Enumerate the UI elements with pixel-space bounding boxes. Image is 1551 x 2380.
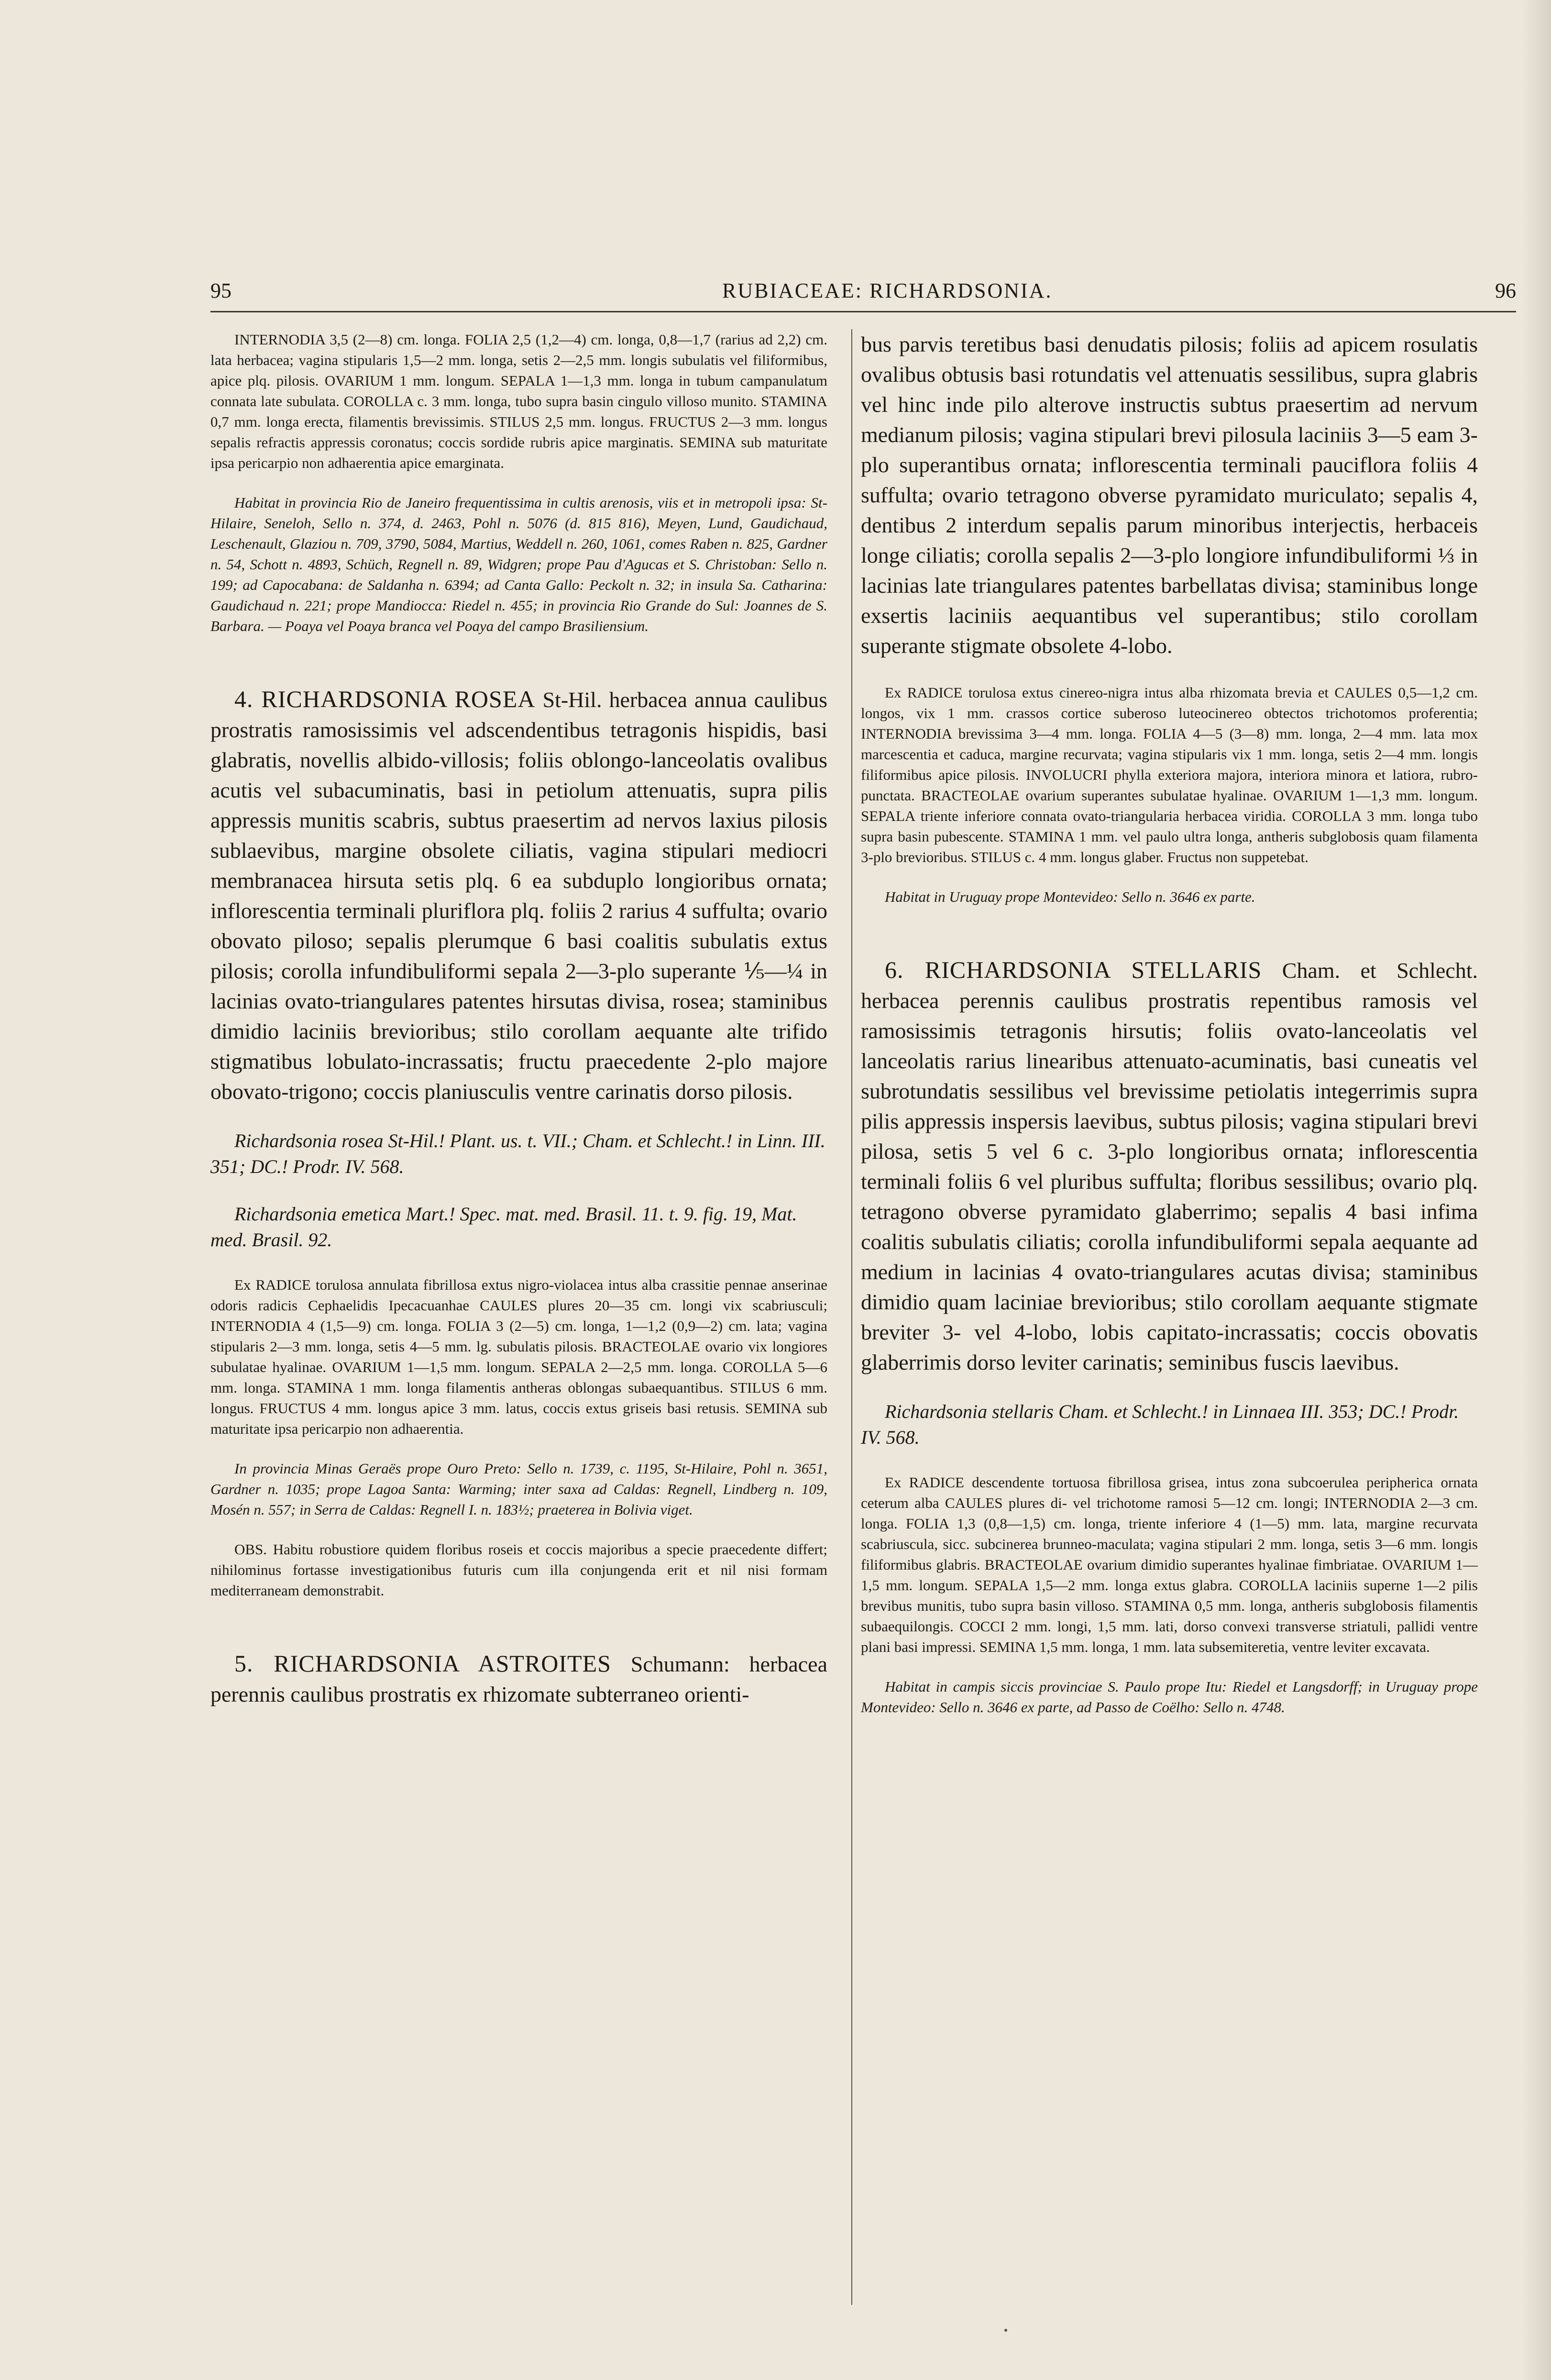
species-6-habitat: Habitat in campis siccis provinciae S. Paulo prope Itu: Riedel et Langsdorff; in Uruguay prope Montevideo: Sello n. 3646 ex parte, ad Passo de Coëlho: Sello n. 4748. xyxy=(861,1678,1478,1716)
page-number-right: 96 xyxy=(1495,279,1516,302)
paper-speck xyxy=(1004,2329,1007,2332)
species-5-habitat: Habitat in Uruguay prope Montevideo: Sello n. 3646 ex parte. xyxy=(885,888,1255,905)
species-5-title: 5. RICHARDSONIA ASTROITES xyxy=(234,1650,611,1677)
species-6-text: herbacea perennis caulibus prostratis repentibus ramosis vel ramosissimis tetragonis hirsutis; foliis ovato-lanceolatis vel lanceolatis rarius linearibus attenuato-acuminatis, basi cuneatis vel subrotundatis sessilibus vel brevissime petiolatis integerrimis supra pilis appressis inspersis laevibus, subtus pilosis; vagina stipulari brevi pilosa, setis 5 vel 6 c. 3-plo longioribus ornata; inflorescentia terminali foliis 6 vel pluribus suffulta; floribus sessilibus; ovario plq. tetragono obverse pyramidato glaberrimo; sepalis 4 basi infima coalitis subulatis ciliatis; corolla infundibuliformi sepala aequante ad medium in lacinias 4 ovato-triangulares acutas divisa; staminibus dimidio quam laciniae brevioribus; stilo corollam aequante stigmate breviter 3- vel 4-lobo, lobis capitato-incrassatis; coccis obovatis glaberrimis dorso leviter carinatis; seminibus fuscis laevibus. xyxy=(861,988,1478,1374)
description-paragraph: INTERNODIA 3,5 (2—8) cm. longa. FOLIA 2,5 (1,2—4) cm. longa, 0,8—1,7 (rarius ad 2,2) cm. lata herbacea; vagina stipularis 1,5—2 mm. longa, setis 2—2,5 mm. longis subulatis vel filiformibus, apice plq. pilosis. OVARIUM 1 mm. longum. SEPALA 1—1,3 mm. longa in tubum campanulatum connata late subulata. COROLLA c. 3 mm. longa, tubo supra basin cingulo villoso munito. STAMINA 0,7 mm. longa erecta, filamentis brevissimis. STILUS 2,5 mm. longus. FRUCTUS 2—3 mm. longus sepalis refractis appressis coronatus; coccis sordide rubris apice marginatis. SEMINA sub maturitate ipsa pericarpio non adhaerentia apice emarginata. xyxy=(210,331,827,471)
species-5-description: Ex RADICE torulosa extus cinereo-nigra intus alba rhizomata brevia et CAULES 0,5—1,2 cm. longos, vix 1 mm. crassos cortice suberoso luteocinereo obtectos trichotomos proferentia; INTERNODIA brevissima 3—4 mm. longa. FOLIA 4—5 (3—8) mm. longa, 2—4 mm. lata mox marcescentia et caduca, margine recurvata; vagina stipularis vix 1 mm. longa, setis 2—4 mm. longis filiformibus apice pilosis. INVOLUCRI phylla exteriora majora, interiora minora et latiora, rubro-punctata. BRACTEOLAE ovarium superantes subulatae hyalinae. OVARIUM 1—1,3 mm. longum. SEPALA triente inferiore connata ovato-triangularia herbacea viridia. COROLLA 3 mm. longa tubo supra basin pubescente. STAMINA 1 mm. vel paulo ultra longa, antheris subglobosis quam filamenta 3-plo brevioribus. STILUS c. 4 mm. longus glaber. Fructus non suppetebat. xyxy=(861,684,1478,865)
species-6-author: Cham. et Schlecht. xyxy=(1282,958,1478,983)
species-4-habitat: In provincia Minas Geraës prope Ouro Preto: Sello n. 1739, c. 1195, St-Hilaire, Pohl n. 3651, Gardner n. 1035; prope Lagoa Santa: Warming; inter saxa ad Caldas: Regnell, Lindberg n. 109, Mosén n. 557; in Serra de Caldas: Regnell I. n. 183½; praeterea in Bolivia viget. xyxy=(210,1460,827,1518)
species-6-synonym: Richardsonia stellaris Cham. et Schlecht.! in Linnaea III. 353; DC.! Prodr. IV. 568. xyxy=(861,1401,1459,1448)
species-4-author: St-Hil. xyxy=(542,687,602,712)
species-5-continuation: bus parvis teretibus basi denudatis pilosis; foliis ad apicem rosulatis ovalibus obtusis basi rotundatis vel attenuatis sessilibus, supra glabris vel hinc inde pilo alterove instructis subtus praesertim ad nervum medianum pilosis; vagina stipulari brevi pilosula laciniis 3—5 eam 3-plo superantibus ornata; inflorescentia terminali pauciflora foliis 4 suffulta; ovario tetragono obverse pyramidato muriculato; sepalis 4, dentibus 2 interdum sepalis parum minoribus interjectis, herbaceis longe ciliatis; corolla sepalis 2—3-plo longiore infundibuliformi ⅓ in lacinias late triangulares patentes barbellatas divisa; staminibus longe exsertis laciniis aequantibus vel superantibus; stilo corollam superante stigmate obsolete 4-lobo. xyxy=(861,332,1478,658)
species-5-text: herbacea perennis caulibus prostratis ex rhizomate subterraneo orienti- xyxy=(210,1652,828,1706)
left-column xyxy=(210,329,827,1731)
right-column xyxy=(861,329,1478,1737)
species-4-observation: OBS. Habitu robustiore quidem floribus roseis et coccis majoribus a specie praecedente differt; nihilominus fortasse investigationibus futuris cum illa conjungenda erit et nil nisi formam mediterraneam demonstrabit. xyxy=(210,1541,827,1599)
species-6-title: 6. RICHARDSONIA STELLARIS xyxy=(885,956,1262,983)
header-rule xyxy=(210,311,1516,312)
species-5-paragraph xyxy=(210,1649,827,1709)
species-4-synonym-1: Richardsonia rosea St-Hil.! Plant. us. t. VII.; Cham. et Schlecht.! in Linn. III. 351; DC.! Prodr. IV. 568. xyxy=(210,1130,825,1177)
page-header xyxy=(210,278,1516,312)
column-divider xyxy=(851,329,852,2305)
running-head: RUBIACEAE: RICHARDSONIA. xyxy=(722,279,1053,302)
species-4-synonym-2: Richardsonia emetica Mart.! Spec. mat. med. Brasil. 11. t. 9. fig. 19, Mat. med. Brasil. 92. xyxy=(210,1203,797,1251)
species-5-author: Schumann: xyxy=(630,1652,730,1676)
page-edge-shadow xyxy=(1522,0,1551,2380)
species-4-text: herbacea annua caulibus prostratis ramosissimis vel adscendentibus tetragonis hispidis, basi glabratis, novellis albido-villosis; foliis oblongo-lanceolatis ovalibus acutis vel subacuminatis, basi in petiolum attenuatis, supra pilis appressis munitis scabris, subtus praesertim ad nervos laxius pilosis sublaevibus, margine obsolete ciliatis, vagina stipulari mediocri membranacea hirsuta setis plq. 6 ea subduplo longioribus ornata; inflorescentia terminali pluriflora plq. foliis 2 rarius 4 suffulta; ovario obovato piloso; sepalis plerumque 6 basi coalitis subulatis extus pilosis; corolla infundibuliformi sepala 2—3-plo superante ⅕—¼ in lacinias ovato-triangulares patentes hirsutas divisa, rosea; staminibus dimidio laciniis brevioribus; stilo corollam aequante alte trifido stigmatibus lobulato-incrassatis; fructu praecedente 2-plo majore obovato-trigono; coccis planiusculis ventre carinatis dorso pilosis. xyxy=(210,687,828,1104)
habitat-paragraph: Habitat in provincia Rio de Janeiro frequentissima in cultis arenosis, viis et in metropoli ipsa: St-Hilaire, Seneloh, Sello n. 374, d. 2463, Pohl n. 5076 (d. 815 816), Meyen, Lund, Gaudichaud, Leschenault, Glaziou n. 709, 3790, 5084, Martius, Weddell n. 260, 1061, comes Raben n. 825, Gardner n. 54, Schott n. 4893, Schüch, Regnell n. 89, Widgren; prope Pau d'Agucas et S. Christoban: Sello n. 199; ad Capocabana: de Saldanha n. 6394; ad Canta Gallo: Peckolt n. 32; in insula Sa. Catharina: Gaudichaud n. 221; prope Mandiocca: Riedel n. 455; in provincia Rio Grande do Sul: Joannes de S. Barbara. — Poaya vel Poaya branca vel Poaya del campo Brasiliensium. xyxy=(210,494,827,634)
species-4-paragraph xyxy=(210,684,827,1107)
species-4-description: Ex RADICE torulosa annulata fibrillosa extus nigro-violacea intus alba crassitie pennae anserinae odoris radicis Cephaelidis Ipecacuanhae CAULES plures 20—35 cm. longi vix scabriusculi; INTERNODIA 4 (1,5—9) cm. longa. FOLIA 3 (2—5) cm. longa, 1—1,2 (0,9—2) cm. lata; vagina stipularis 2—3 mm. longa, setis 4—5 mm. lg. subulatis pilosis. BRACTEOLAE ovario vix longiores subulatae hyalinae. OVARIUM 1—1,5 mm. longum. SEPALA 2—2,5 mm. longa. COROLLA 5—6 mm. longa. STAMINA 1 mm. longa filamentis antheras oblongas subaequantibus. STILUS 6 mm. longus. FRUCTUS 4 mm. longus apice 3 mm. latus, coccis extus griseis basi retusis. SEMINA sub maturitate ipsa pericarpio non adhaerentia. xyxy=(210,1276,827,1437)
species-4-title: 4. RICHARDSONIA ROSEA xyxy=(234,686,536,712)
page-number-left: 95 xyxy=(210,279,231,302)
species-6-description: Ex RADICE descendente tortuosa fibrillosa grisea, intus zona subcoerulea peripherica ornata ceterum alba CAULES plures di- vel trichotome ramosi 5—12 cm. longi; INTERNODIA 2—3 cm. longa. FOLIA 1,3 (0,8—1,5) cm. longa, triente inferiore 4 (1—5) mm. lata, margine recurvata scabriuscula, sicc. subcinerea brunneo-maculata; vagina stipulari 2 mm. longa, setis 3—6 mm. longis filiformibus glabris. BRACTEOLAE ovarium dimidio superantes hyalinae fimbriatae. OVARIUM 1—1,5 mm. longum. SEPALA 1,5—2 mm. longa extus glabra. COROLLA laciniis superne 1—2 pilis brevibus munitis, tubo supra basin villoso. STAMINA 0,5 mm. longa, antheris subglobosis filamentis subaequilongis. COCCI 2 mm. longi, 1,5 mm. lati, dorso convexi transverse striatuli, pallidi ventre plani basi impressi. SEMINA 1,5 mm. longa, 1 mm. lata subsemiteretia, ventre leviter excavata. xyxy=(861,1474,1478,1655)
species-6-paragraph xyxy=(861,955,1478,1377)
